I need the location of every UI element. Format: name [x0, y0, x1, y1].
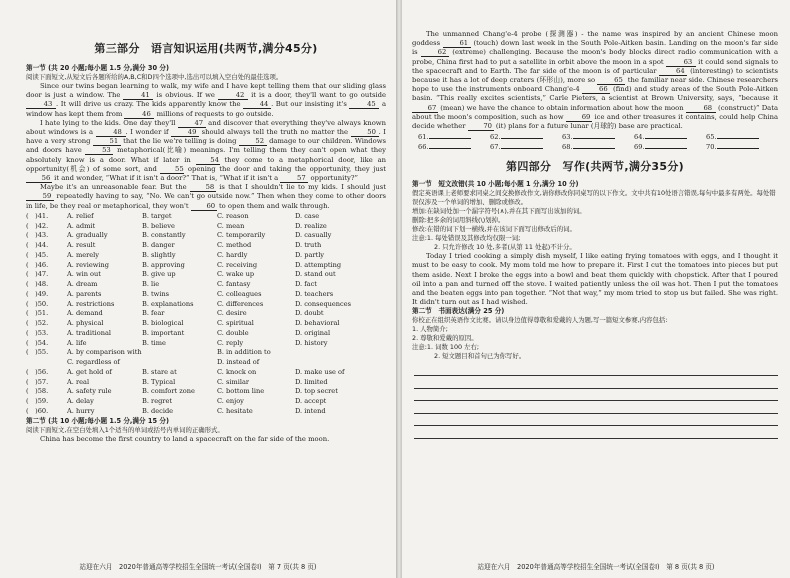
blank-42: 42 — [218, 91, 248, 100]
writing-line[interactable] — [414, 426, 778, 439]
option-row — [26, 329, 386, 339]
option-n: ( )43. — [26, 231, 49, 240]
option-n — [26, 358, 67, 368]
option-n: ( )57. — [26, 377, 49, 386]
option-c: C. desire — [217, 309, 247, 318]
option-a: A. admit — [67, 221, 96, 230]
cloze-paragraph-1: Since our twins began learning to walk, my wife and I have kept telling them that our sliding glass door is just a window. The 41 is obvious. If we 42 it is a door, they'll want to go outside 43 . It will drive us crazy. The kids apparently know the 44 . But our insisting it's 45 a window has kept them from 46 millions of requests to go outside. — [26, 82, 386, 118]
passage-continued: The unmanned Chang'e-4 probe (探测器) - the name was inspired by an ancient Chinese moon goddess 61 (touch) down last week in the South Pole-Aitken basin. Landing on the moon's far side is 62 (extreme) challenging. Because the moon's body blocks direct radio communication with a probe, China first had to put a satellite in orbit above the moon in a spot 63 it could send signals to the spacecraft and to Earth. The far side of the moon is of particular 64 (interesting) to scientists because it has a lot of deep craters (环形山), more so 65 the familiar near side. Chinese researchers hope to use the instruments onboard Chang'e-4 66 (find) and study areas of the South Pole-Aitken basin. “This really excites scientists,” Carle Pieters, a scientist at Brown University, says, “because it 67 (mean) we have the chance to obtain information about how the moon 68 (construct)” Data about the moon's composition, such as how 69 ice and other treasures it contains, could help China decide whether 70 (it) plans for a future lunar (月球的) base are practical. — [412, 30, 779, 131]
option-d: D. accept — [295, 397, 327, 406]
option-c: C. double — [217, 328, 249, 337]
option-row — [26, 348, 386, 358]
answer-label: 62. — [490, 133, 501, 142]
option-row — [26, 397, 386, 407]
option-c: C. reply — [217, 338, 244, 347]
section-1-title: 第一节 (共 20 小题;每小题 1.5 分,满分 30 分) — [26, 64, 169, 72]
blank-58: 58 — [190, 183, 216, 192]
answer-line[interactable] — [429, 138, 471, 139]
option-row — [26, 339, 386, 349]
option-c: C. hardly — [217, 250, 248, 259]
answer-line[interactable] — [501, 138, 543, 139]
option-row — [26, 261, 386, 271]
option-b: B. give up — [142, 270, 176, 279]
blank-60: 60 — [191, 202, 217, 211]
option-n: ( )49. — [26, 289, 49, 298]
blank-70: 70 — [468, 122, 494, 131]
answer-label: 63. — [562, 133, 573, 142]
blank-68: 68 — [686, 104, 716, 113]
option-row — [26, 290, 386, 300]
blank-52: 52 — [239, 137, 267, 146]
option-b: B. decide — [142, 406, 174, 415]
writing-line[interactable] — [414, 376, 778, 389]
option-c: C. fantasy — [217, 280, 251, 289]
option-a: A. win out — [67, 270, 101, 279]
answer-label: 67. — [490, 142, 501, 151]
answer-line[interactable] — [717, 138, 759, 139]
answer-options — [26, 212, 386, 417]
option-a: A. life — [67, 338, 87, 347]
option-row — [26, 407, 386, 417]
option-c: C. enjoy — [217, 397, 244, 406]
answer-slot — [706, 133, 778, 143]
option-n: ( )54. — [26, 338, 49, 347]
option-n: ( )45. — [26, 250, 49, 259]
point-1: 1. 人物简介; — [412, 325, 448, 334]
option-b: B. danger — [142, 241, 175, 250]
option-row — [26, 368, 386, 378]
option-a: A. traditional — [67, 328, 112, 337]
blank-48: 48 — [96, 128, 126, 137]
option-b: B. time — [142, 338, 166, 347]
option-c: C. bottom line — [217, 387, 265, 396]
answer-line[interactable] — [717, 148, 759, 149]
blank-53: 53 — [85, 146, 113, 155]
option-b: B. comfort zone — [142, 387, 195, 396]
option-b — [142, 358, 217, 368]
option-d: D. truth — [295, 241, 322, 250]
option-b: B. twins — [142, 289, 170, 298]
option-n: ( )48. — [26, 280, 49, 289]
writing-1-instructions: 假定英语课上老师要求同桌之间交换修改作文,请你修改你同桌写的以下作文。文中共有10处语言错误,每句中最多有两处。每处错误仅涉及一个单词的增加、删除或修改。 — [412, 189, 776, 207]
option-b: B. slightly — [142, 250, 176, 259]
option-row — [26, 222, 386, 232]
writing-lines — [412, 363, 778, 439]
option-c: D. instead of — [217, 358, 260, 367]
option-a: A. by comparison with — [67, 348, 142, 357]
option-a: A. restrictions — [67, 299, 115, 308]
option-row — [26, 280, 386, 290]
option-a: A. get hold of — [67, 367, 112, 376]
passage-start: China has become the first country to land a spacecraft on the far side of the moon. — [40, 434, 330, 443]
option-d: D. intend — [295, 406, 326, 415]
answer-line[interactable] — [429, 148, 471, 149]
option-row — [26, 251, 386, 261]
writing-note-1: 注意:1. 词数 100 左右; — [412, 343, 480, 352]
blank-56: 56 — [26, 174, 52, 183]
option-b: B. target — [142, 211, 172, 220]
writing-2-instructions: 你校正在组织英语作文比赛。请以身边值得尊敬和爱戴的人为题,写一篇短文参赛,内容包括: — [412, 316, 668, 325]
blank-44: 44 — [243, 100, 271, 109]
blank-63: 63 — [666, 58, 696, 67]
answer-slot — [706, 143, 778, 153]
option-row — [26, 241, 386, 251]
option-d: D. partly — [295, 250, 325, 259]
option-c: C. similar — [217, 377, 250, 386]
page-footer-right: 站迎在六月 2020年普通高等学校招生全国统一考试(全国卷Ⅰ) 第 8 页(共 8 页) — [477, 563, 715, 571]
blank-66: 66 — [582, 85, 610, 94]
blank-65: 65 — [597, 76, 625, 85]
option-n: ( )53. — [26, 328, 49, 337]
section-2-title: 第二节 (共 10 小题;每小题 1.5 分,满分 15 分) — [26, 416, 169, 425]
option-n: ( )56. — [26, 367, 49, 376]
option-a: A. physical — [67, 319, 104, 328]
blank-61: 61 — [443, 39, 471, 48]
option-c: C. wake up — [217, 270, 255, 279]
answer-slot — [418, 133, 490, 143]
option-b: B. believe — [142, 221, 175, 230]
option-a: A. real — [67, 377, 90, 386]
option-c: C. differences — [217, 299, 264, 308]
cloze-paragraph-2: I hate lying to the kids. One day they'll 47 and discover that everything they've always known about windows is a 48 . I wonder if 49 should always tell the truth no matter the 50 . I have a very strong 51 that the lie we're telling is doing 52 damage to our children. Windows and doors have 53 metaphorical(比喻) meanings. I'm telling them they can't open what they absolutely know is a door. What if later in 54 they come to a metaphorical door, like an opportunity(机会) of some sort, and 55 opening the door and taking the opportunity, they just 56 it and wonder, “What if it isn't a door?” That is, “What if it isn't a 57 opportunity?” — [26, 118, 387, 183]
option-d — [295, 348, 370, 358]
answer-slot — [634, 143, 706, 153]
option-a: A. gradually — [67, 231, 108, 240]
option-n: ( )51. — [26, 309, 49, 318]
option-row — [26, 300, 386, 310]
answer-slot — [490, 133, 562, 143]
rule-delete: 删除:把多余的词用斜线(\)划掉。 — [412, 216, 505, 225]
option-b: B. stare at — [142, 367, 177, 376]
answer-label: 65. — [706, 133, 717, 142]
rule-modify: 修改:在错的词下划一横线,并在该词下面写出修改后的词。 — [412, 225, 576, 234]
answer-label: 68. — [562, 142, 573, 151]
option-b: B. lie — [142, 280, 160, 289]
section-2-instructions: 阅读下面短文,在空白处填入1个适当的单词或括号内单词的正确形式。 — [26, 425, 224, 434]
blank-57: 57 — [280, 174, 308, 183]
blank-51: 51 — [93, 137, 121, 146]
option-d — [295, 358, 370, 368]
blank-45: 45 — [349, 100, 379, 109]
page-right — [402, 0, 790, 578]
option-a: A. safety rule — [67, 387, 112, 396]
section-1-instructions: 阅读下面短文,从短文后各题所给的A,B,C和D四个选项中,选出可以填入空白处的最佳选项。 — [26, 73, 283, 81]
option-a: A. parents — [67, 289, 102, 298]
option-a: C. regardless of — [67, 358, 120, 367]
option-a: A. merely — [67, 250, 99, 259]
option-b: B. important — [142, 328, 185, 337]
option-d: D. original — [295, 328, 331, 337]
note-2: 2. 只允许修改 10 处,多者(从第 11 处起)不计分。 — [434, 243, 576, 252]
answer-label: 61. — [418, 133, 429, 142]
option-b: B. biological — [142, 319, 184, 328]
option-d: D. case — [295, 211, 320, 220]
option-row — [26, 319, 386, 329]
option-b: B. approving — [142, 260, 185, 269]
option-c: C. method — [217, 241, 252, 250]
option-row — [26, 358, 386, 368]
option-c: C. reason — [217, 211, 249, 220]
option-a: A. demand — [67, 309, 103, 318]
option-b — [142, 348, 217, 358]
option-d: D. consequences — [295, 299, 352, 308]
option-d: D. teachers — [295, 289, 334, 298]
option-a: A. dream — [67, 280, 98, 289]
blank-49: 49 — [171, 128, 199, 137]
writing-line[interactable] — [414, 414, 778, 427]
option-c: C. mean — [217, 221, 245, 230]
error-correction-text: Today I tried cooking a simply dish myself, I like eating frying tomatoes with eggs, and I thought it must to be easy to cook. My mom told me how to prepare it. First I cut the tomatoes into pieces but put them aside. Next I broke the eggs into a bowl and beat them quickly with chopstick. After that I poured oil into a pan and turned off the stove. I waited patiently unless the oil was hot. Then I put the tomatoes and the beaten eggs into pan together. “Not that way,” my mom tried to stop us but failed. She was right. It didn't turn out as I had wished. — [412, 252, 778, 307]
answer-line[interactable] — [573, 138, 615, 139]
option-n: ( )52. — [26, 319, 49, 328]
option-c: B. in addition to — [217, 348, 271, 357]
answer-label: 70. — [706, 142, 717, 151]
blank-47: 47 — [178, 119, 206, 128]
option-row — [26, 309, 386, 319]
option-a: A. hurry — [67, 406, 95, 415]
option-d: D. limited — [295, 377, 328, 386]
answer-slot — [562, 133, 634, 143]
blank-67: 67 — [412, 104, 438, 113]
blank-46: 46 — [124, 110, 154, 119]
answer-slot — [634, 133, 706, 143]
rule-add: 增加:在缺词处加一个漏字符号(∧),并在其下面写出该加的词。 — [412, 207, 586, 216]
answer-slot — [418, 143, 490, 153]
answer-line[interactable] — [501, 148, 543, 149]
option-n: ( )58. — [26, 387, 49, 396]
option-a: A. delay — [67, 397, 94, 406]
option-n: ( )46. — [26, 260, 49, 269]
option-row — [26, 270, 386, 280]
answer-label: 64. — [634, 133, 645, 142]
option-b: B. explanations — [142, 299, 194, 308]
option-a: A. reviewing — [67, 260, 109, 269]
blank-50: 50 — [351, 128, 379, 137]
option-n: ( )55. — [26, 348, 49, 357]
option-n: ( )50. — [26, 299, 49, 308]
note-1: 注意:1. 每处错误及其修改均仅限一词; — [412, 234, 521, 243]
option-a: A. relief — [67, 211, 94, 220]
writing-line[interactable] — [414, 401, 778, 414]
answer-slot — [562, 143, 634, 153]
blank-69: 69 — [566, 113, 592, 122]
blank-59: 59 — [26, 192, 54, 201]
option-b: B. regret — [142, 397, 173, 406]
answer-slot — [490, 143, 562, 153]
blank-55: 55 — [160, 165, 184, 174]
option-c: C. hesitate — [217, 406, 253, 415]
option-b: B. fear — [142, 309, 165, 318]
option-row — [26, 231, 386, 241]
page-footer-left: 站迎在六月 2020年普通高等学校招生全国统一考试(全国卷Ⅰ) 第 7 页(共 8 页) — [79, 563, 317, 571]
option-n: ( )47. — [26, 270, 49, 279]
blank-54: 54 — [196, 156, 220, 165]
option-n: ( )42. — [26, 221, 49, 230]
option-a: A. result — [67, 241, 96, 250]
option-d: D. casually — [295, 231, 332, 240]
answer-label: 66. — [418, 142, 429, 151]
option-c: C. temporarily — [217, 231, 266, 240]
answer-line[interactable] — [573, 148, 615, 149]
option-n: ( )44. — [26, 241, 49, 250]
section-4-title: 第四部分 写作(共两节,满分35分) — [506, 160, 684, 174]
option-d: D. history — [295, 338, 328, 347]
answer-label: 69. — [634, 142, 645, 151]
option-d: D. top secret — [295, 387, 338, 396]
option-b: B. Typical — [142, 377, 176, 386]
section-3-title: 第三部分 语言知识运用(共两节,满分45分) — [94, 42, 318, 55]
writing-line[interactable] — [414, 363, 778, 376]
option-d: D. fact — [295, 280, 317, 289]
option-d: D. attempting — [295, 260, 342, 269]
writing-note-2: 2. 短文题目和首句已为你写好。 — [434, 352, 526, 361]
blank-43: 43 — [26, 100, 56, 109]
option-n: ( )59. — [26, 397, 49, 406]
option-d: D. make use of — [295, 367, 345, 376]
option-n: ( )60. — [26, 406, 49, 415]
option-b: B. constantly — [142, 231, 186, 240]
option-d: D. realize — [295, 221, 327, 230]
answer-line[interactable] — [645, 148, 687, 149]
option-d: D. doubt — [295, 309, 324, 318]
writing-1-title: 第一节 短文改错(共 10 小题;每小题 1 分,满分 10 分) — [412, 180, 579, 189]
option-row — [26, 387, 386, 397]
option-d: D. stand out — [295, 270, 336, 279]
option-c: C. knock on — [217, 367, 257, 376]
option-row — [26, 378, 386, 388]
option-d: D. behavioral — [295, 319, 340, 328]
option-row — [26, 212, 386, 222]
answer-blanks — [418, 133, 778, 152]
blank-62: 62 — [421, 48, 449, 57]
blank-41: 41 — [123, 91, 153, 100]
blank-64: 64 — [659, 67, 687, 76]
option-n: ( )41. — [26, 211, 49, 220]
writing-line[interactable] — [414, 389, 778, 402]
answer-line[interactable] — [645, 138, 687, 139]
option-c: C. receiving — [217, 260, 258, 269]
option-c: C. spiritual — [217, 319, 254, 328]
cloze-paragraph-3: Maybe it's an unreasonable fear. But the 58 is that I shouldn't lie to my kids. I should just 59 repeatedly having to say, “No. We can't go outside now.” Then when they come to other doors in life, be they real or metaphorical, they won't 60 to open them and walk through. — [26, 183, 386, 210]
option-c: C. colleagues — [217, 289, 262, 298]
writing-2-title: 第二节 书面表达(满分 25 分) — [412, 307, 505, 316]
point-2: 2. 尊敬和爱戴的原因。 — [412, 334, 478, 343]
